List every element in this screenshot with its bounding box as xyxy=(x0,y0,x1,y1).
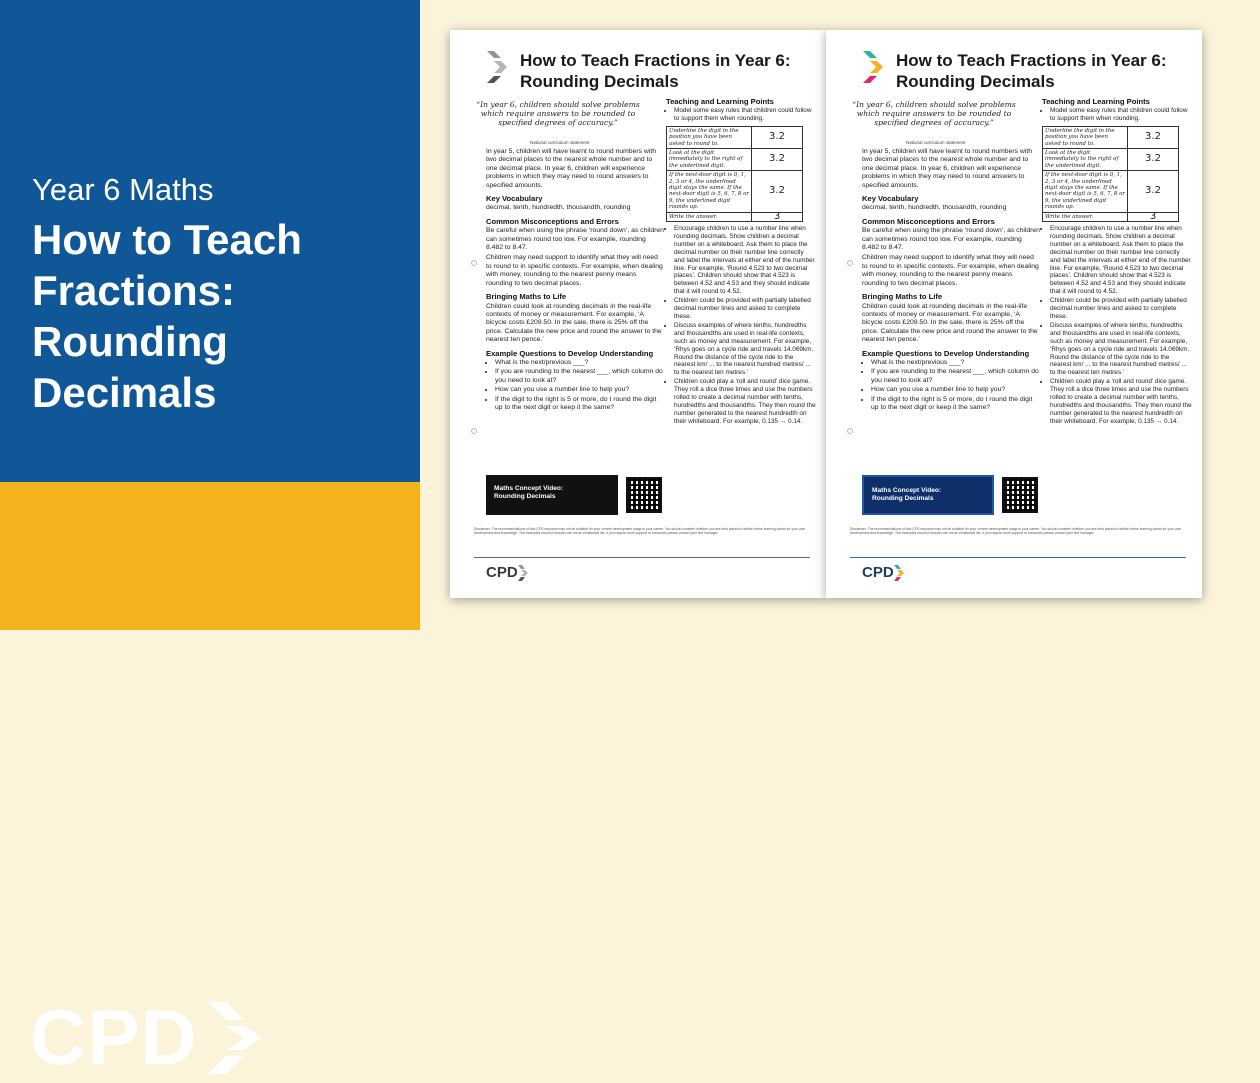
list-item: • Children could be provided with partially labelled decimal number lines and asked to complete these. xyxy=(1050,297,1192,321)
questions-list xyxy=(862,359,1040,412)
table-cell: If the next-door digit is 0, 1, 2, 3 or 4, the underlined digit stays the same. If the next-door digit is 5, 6, 7, 8 or 9, the underlined digit rounds up. xyxy=(1043,171,1128,212)
points-list xyxy=(666,225,816,426)
list-item: • What is the next/previous ___? xyxy=(495,359,664,367)
table-cell: 3.2 xyxy=(752,171,803,212)
footer-logo xyxy=(486,564,528,581)
quote-source: National curriculum statement xyxy=(906,140,966,145)
table-cell: Write the answer. xyxy=(667,212,752,221)
right-column xyxy=(666,98,816,427)
chevron-logo-icon xyxy=(862,50,884,84)
life-heading: Bringing Maths to Life xyxy=(486,292,567,302)
list-item: • Model some easy rules that children could follow to support them when rounding. xyxy=(1050,107,1192,123)
table-cell: 3.2 xyxy=(1128,148,1179,170)
list-item: • How can you use a number line to help you? xyxy=(495,386,664,394)
table-cell: If the next-door digit is 0, 1, 2, 3 or 4, the underlined digit stays the same. If the next-door digit is 5, 6, 7, 8 or 9, the underlined digit rounds up. xyxy=(667,171,752,212)
punch-hole xyxy=(847,260,853,266)
life-text: Children could look at rounding decimals in the real-life contexts of money or measurement. For example, ‘A bicycle costs £209.50. In the sale, there is 25% off the price. Calculate the new price and round the answer to the nearest ten pence.’ xyxy=(486,302,662,344)
list-item: • Encourage children to use a number line when rounding decimals. Show children a decimal number on a whiteboard. Ask them to place the decimal number on their number line correctly and label the intervals at either end of the number line. For example, ‘Round 4.523 to two decimal places’. Children should show that 4.523 is between 4.52 and 4.53 and they should indicate that it will round to 4.52. xyxy=(674,225,816,296)
table-row xyxy=(667,212,803,221)
table-cell: Look at the digit immediately to the right of the underlined digit. xyxy=(1043,148,1128,170)
questions-heading: Example Questions to Develop Understanding xyxy=(486,348,654,358)
chevron-logo-icon xyxy=(894,565,904,581)
sheet-title-line-2: Rounding Decimals xyxy=(896,72,1055,91)
vocab-heading: Key Vocabulary xyxy=(862,194,919,204)
sheet-title-line-1: How to Teach Fractions in Year 6: xyxy=(896,51,1167,70)
chevron-logo-icon xyxy=(486,50,508,84)
document-preview-front xyxy=(826,30,1202,598)
list-item: • If the digit to the right is 5 or more, do I round the digit up to the next digit or keep it the same? xyxy=(871,396,1040,413)
punch-hole xyxy=(471,260,477,266)
vocab-text: decimal, tenth, hundredth, thousandth, rounding xyxy=(862,204,1007,212)
quote-source: National curriculum statement xyxy=(530,140,590,145)
table-cell: Underline the digit in the position you have been asked to round to. xyxy=(667,126,752,148)
video-label: Maths Concept Video: xyxy=(872,487,942,494)
table-cell: 3.2 xyxy=(1128,126,1179,148)
punch-hole xyxy=(847,428,853,434)
points-heading: Teaching and Learning Points xyxy=(1042,97,1150,106)
list-item: • Model some easy rules that children could follow to support them when rounding. xyxy=(674,107,816,123)
curriculum-quote: “In year 6, children should solve problems which require answers to be rounded to specified degrees of accuracy.” xyxy=(476,100,640,127)
intro-text: In year 5, children will have learnt to round numbers with two decimal places to the nearest whole number and to one decimal place. In year 6, children will experience problems in which they may need to round answers to specified amounts. xyxy=(486,148,657,189)
life-text: Children could look at rounding decimals in the real-life contexts of money or measurement. For example, ‘A bicycle costs £209.50. In the sale, there is 25% off the price. Calculate the new price and round the answer to the nearest ten pence.’ xyxy=(862,302,1038,344)
misconceptions-text: Be careful when using the phrase ‘round down’, as children can sometimes round too low. For example, rounding 8.482 to 8.47. xyxy=(862,227,1040,252)
video-label: Rounding Decimals xyxy=(872,495,934,503)
table-cell: 3.2 xyxy=(752,148,803,170)
chevron-logo-icon xyxy=(518,565,528,581)
list-item: • Children could be provided with partially labelled decimal number lines and asked to complete these. xyxy=(674,297,816,321)
left-column xyxy=(862,148,1040,413)
rounding-table xyxy=(1042,126,1179,222)
list-item: • What is the next/previous ___? xyxy=(871,359,1040,367)
vocab-text: decimal, tenth, hundredth, thousandth, rounding xyxy=(486,204,631,212)
table-cell: 3.2 xyxy=(1128,171,1179,212)
misconceptions-heading: Common Misconceptions and Errors xyxy=(862,216,995,226)
curriculum-quote: “In year 6, children should solve problems which require answers to be rounded to specified degrees of accuracy.” xyxy=(852,100,1016,127)
subtitle: Year 6 Maths xyxy=(32,172,214,207)
footer-logo-text: CPD xyxy=(862,564,894,581)
footer-logo xyxy=(862,564,904,581)
video-label: Maths Concept Video: xyxy=(494,485,564,492)
points-intro-list xyxy=(1042,107,1192,123)
list-item: • Children could play a ‘roll and round’ dice game. They roll a dice three times and use the numbers rolled to create a decimal number with tenths, hundredths and thousandths. They then round the number generated to the nearest hundredth on their whiteboard. For example, 0.135 → 0.14. xyxy=(674,378,816,425)
qr-code-icon xyxy=(1002,477,1038,513)
divider xyxy=(474,557,810,558)
left-column xyxy=(486,148,664,413)
questions-heading: Example Questions to Develop Understanding xyxy=(862,348,1030,358)
table-row xyxy=(667,126,803,148)
table-cell: Look at the digit immediately to the right of the underlined digit. xyxy=(667,148,752,170)
table-cell: 3.2 xyxy=(752,126,803,148)
points-list xyxy=(1042,225,1192,426)
misconceptions-text: Be careful when using the phrase ‘round down’, as children can sometimes round too low. For example, rounding 8.482 to 8.47. xyxy=(486,227,664,252)
sheet-header xyxy=(862,50,1167,92)
video-label: Rounding Decimals xyxy=(494,493,556,501)
life-heading: Bringing Maths to Life xyxy=(862,292,943,302)
video-link[interactable] xyxy=(862,475,994,515)
list-item: • If you are rounding to the nearest ___, which column do you need to look at? xyxy=(495,368,664,385)
disclaimer: Disclaimer: The recommendations of this CPD resource may not be suitable for your current development stage in your career. You should consider whether you are best placed to deliver these learning points for your own development and knowledge. The examples used for lessons are not an exhaustive list. If you require more support or resources please contact your line manager. xyxy=(850,527,1182,535)
table-row xyxy=(1043,212,1179,221)
misconceptions-text: Children may need support to identify what they will need to round to in specific contexts. For example, when dealing with money, rounding to the nearest penny means rounding to two decimal places. xyxy=(862,254,1039,287)
list-item: • If you are rounding to the nearest ___, which column do you need to look at? xyxy=(871,368,1040,385)
divider xyxy=(850,557,1186,558)
chevron-logo-icon xyxy=(204,998,266,1078)
qr-code-icon xyxy=(626,477,662,513)
questions-list xyxy=(486,359,664,412)
points-heading: Teaching and Learning Points xyxy=(666,97,774,106)
table-row xyxy=(667,148,803,170)
table-cell: 3 xyxy=(1128,212,1179,221)
cpd-logo xyxy=(30,992,266,1083)
points-intro-list xyxy=(666,107,816,123)
hero-panel xyxy=(0,0,420,482)
table-cell: Write the answer. xyxy=(1043,212,1128,221)
table-row xyxy=(667,171,803,212)
sheet-title xyxy=(896,50,1167,92)
sheet-title-line-2: Rounding Decimals xyxy=(520,72,679,91)
list-item: • How can you use a number line to help you? xyxy=(871,386,1040,394)
misconceptions-text: Children may need support to identify what they will need to round to in specific contexts. For example, when dealing with money, rounding to the nearest penny means rounding to two decimal places. xyxy=(486,254,663,287)
right-column xyxy=(1042,98,1192,427)
document-preview-back xyxy=(450,30,826,598)
punch-hole xyxy=(471,428,477,434)
footer-logo-text: CPD xyxy=(486,564,518,581)
brand-panel xyxy=(0,482,420,1081)
list-item: • Encourage children to use a number line when rounding decimals. Show children a decimal number on a whiteboard. Ask them to place the decimal number on their number line correctly and label the intervals at either end of the number line. For example, ‘Round 4.523 to two decimal places’. Children should show that 4.523 is between 4.52 and 4.53 and they should indicate that it will round to 4.52. xyxy=(1050,225,1192,296)
disclaimer: Disclaimer: The recommendations of this CPD resource may not be suitable for your current development stage in your career. You should consider whether you are best placed to deliver these learning points for your own development and knowledge. The examples used for lessons are not an exhaustive list. If you require more support or resources please contact your line manager. xyxy=(474,527,806,535)
video-link[interactable] xyxy=(486,475,618,515)
list-item: • Children could play a ‘roll and round’ dice game. They roll a dice three times and use the numbers rolled to create a decimal number with tenths, hundredths and thousandths. They then round the number generated to the nearest hundredth on their whiteboard. For example, 0.135 → 0.14. xyxy=(1050,378,1192,425)
table-row xyxy=(1043,171,1179,212)
misconceptions-heading: Common Misconceptions and Errors xyxy=(486,216,619,226)
table-row xyxy=(1043,148,1179,170)
list-item: • If the digit to the right is 5 or more, do I round the digit up to the next digit or keep it the same? xyxy=(495,396,664,413)
list-item: • Discuss examples of where tenths, hundredths and thousandths are used in real-life contexts, such as money and measurement. For example, ‘Rhys goes on a cycle ride and travels 14.069km. Round the distance of the cycle ride to the nearest km/ ... to the nearest hundred metres/ ... to the nearest ten metres.’ xyxy=(674,322,816,377)
sheet-header xyxy=(486,50,791,92)
sheet-title-line-1: How to Teach Fractions in Year 6: xyxy=(520,51,791,70)
main-title: How to Teach Fractions: Rounding Decimals xyxy=(32,216,302,416)
intro-text: In year 5, children will have learnt to round numbers with two decimal places to the nearest whole number and to one decimal place. In year 6, children will experience problems in which they may need to round answers to specified amounts. xyxy=(862,148,1033,189)
cpd-logo-text: CPD xyxy=(30,993,198,1081)
table-cell: 3 xyxy=(752,212,803,221)
list-item: • Discuss examples of where tenths, hundredths and thousandths are used in real-life contexts, such as money and measurement. For example, ‘Rhys goes on a cycle ride and travels 14.069km. Round the distance of the cycle ride to the nearest km/ ... to the nearest hundred metres/ ... to the nearest ten metres.’ xyxy=(1050,322,1192,377)
sheet-title xyxy=(520,50,791,92)
table-cell: Underline the digit in the position you have been asked to round to. xyxy=(1043,126,1128,148)
vocab-heading: Key Vocabulary xyxy=(486,194,543,204)
table-row xyxy=(1043,126,1179,148)
rounding-table xyxy=(666,126,803,222)
